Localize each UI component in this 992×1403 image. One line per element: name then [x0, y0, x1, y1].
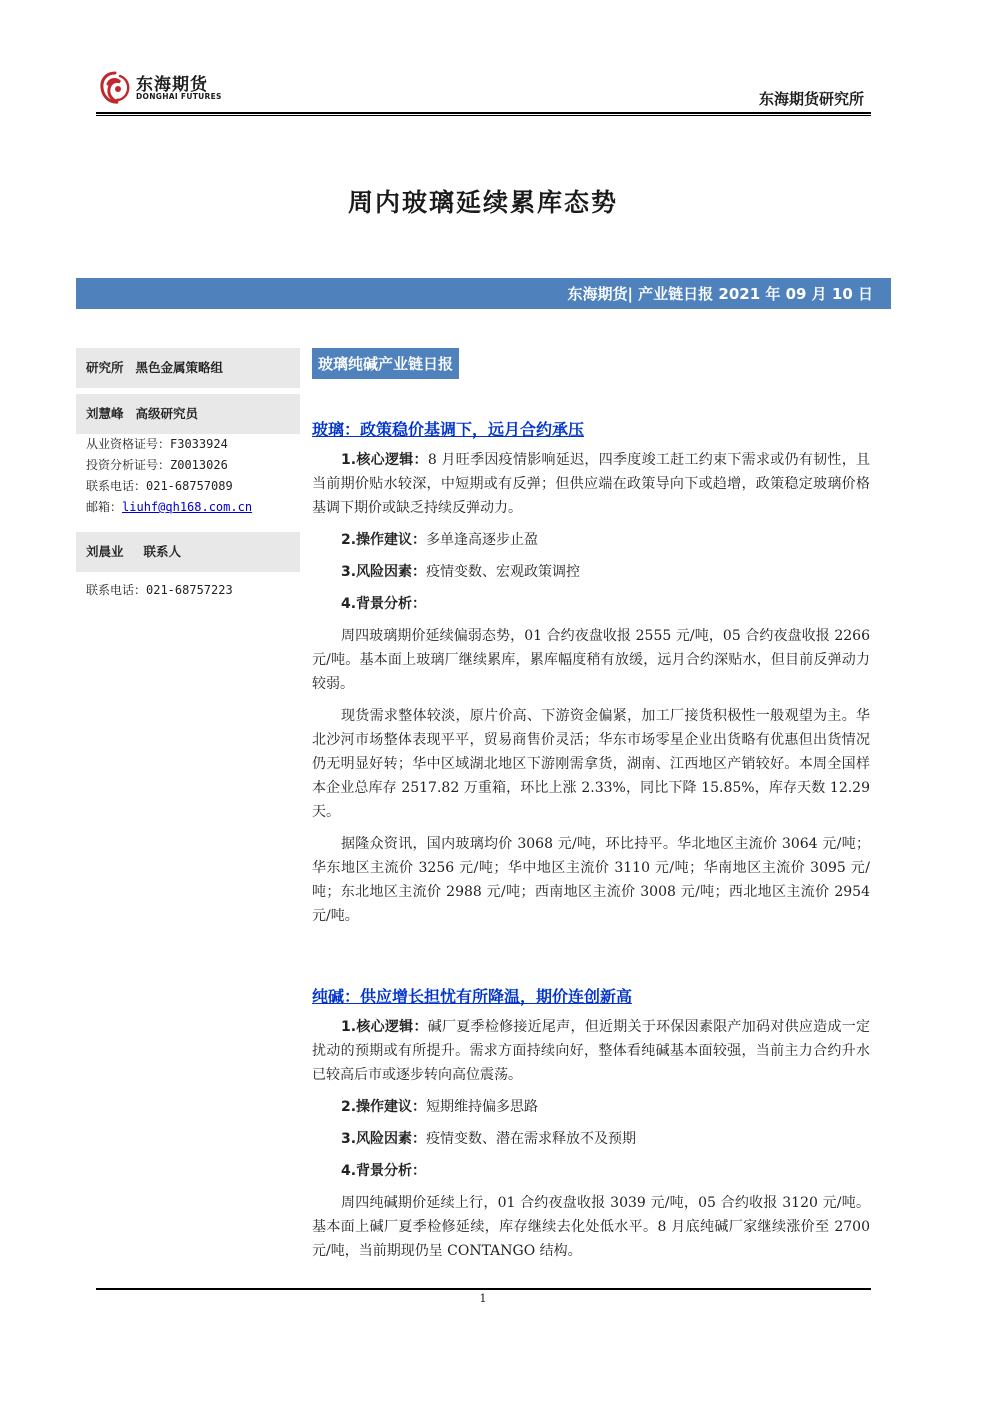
report-tag: 玻璃纯碱产业链日报 — [312, 348, 459, 379]
banner-text: 东海期货| 产业链日报 2021 年 09 月 10 日 — [567, 285, 873, 303]
soda-heading-text: 供应增长担忧有所降温，期价连创新高 — [360, 987, 633, 1006]
report-body — [312, 348, 870, 1263]
glass-logic-label: 1.核心逻辑： — [341, 452, 428, 468]
glass-bg-para-1: 周四玻璃期价延续偏弱态势，01 合约夜盘收报 2555 元/吨，05 合约夜盘收报 2266 元/吨。基本面上玻璃厂继续累库，累库幅度稍有放缓，远月合约深贴水，但目前反弹动力较弱。 — [312, 628, 870, 692]
glass-bg-label-text: 4.背景分析： — [341, 596, 427, 612]
glass-bg-para-2: 现货需求整体较淡，原片价高、下游资金偏紧，加工厂接货积极性一般观望为主。华北沙河市场整体表现平平，贸易商售价灵活；华东市场零星企业出货略有优惠但出货情况仍无明显好转；华中区域湖北地区下游刚需拿货，湖南、江西地区产销较好。本周全国样本企业总库存 2517.82 万重箱，环比上涨 2.33%，同比下降 15.85%，库存天数 12.29 天。 — [312, 708, 870, 820]
soda-advice — [312, 1095, 870, 1119]
glass-logic — [312, 448, 870, 520]
company-logo — [98, 68, 238, 112]
author-sidebar — [76, 348, 300, 601]
glass-risk — [312, 560, 870, 584]
header-divider — [96, 112, 871, 114]
report-title: 周内玻璃延续累库态势 — [347, 188, 618, 217]
report-banner — [76, 278, 891, 309]
dragon-logo-icon — [98, 70, 132, 106]
glass-advice-text: 多单逢高逐步止盈 — [426, 532, 539, 548]
soda-heading — [312, 984, 870, 1007]
soda-advice-text: 短期维持偏多思路 — [426, 1099, 539, 1115]
contact-name: 刘晨业 — [86, 544, 124, 559]
glass-bg-label — [312, 592, 870, 616]
logo-name-cn: 东海期货 — [136, 75, 208, 95]
glass-heading — [312, 417, 870, 440]
soda-advice-label: 2.操作建议： — [341, 1099, 427, 1115]
glass-heading-prefix: 玻璃： — [312, 420, 361, 439]
contact-header — [76, 532, 300, 572]
soda-logic-label: 1.核心逻辑： — [341, 1019, 428, 1035]
glass-logic-text: 8 月旺季因疫情影响延迟，四季度竣工赶工约束下需求或仍有韧性，且当前期价贴水较深，中短期或有反弹；但供应端在政策导向下或趋增，政策稳定玻璃价格基调下期价或缺乏持续反弹动力。 — [312, 452, 870, 516]
analyst-invest-license: 投资分析证号：Z0013026 — [86, 458, 228, 472]
contact-role: 联系人 — [143, 544, 182, 559]
dept-label: 研究所 — [86, 360, 124, 375]
soda-logic-text: 碱厂夏季检修接近尾声，但近期关于环保因素限产加码对供应造成一定扰动的预期或有所提升。需求方面持续向好，整体看纯碱基本面较强，当前主力合约升水已较高后市或逐步转向高位震荡。 — [312, 1019, 870, 1083]
glass-bg-para-3: 据隆众资讯，国内玻璃均价 3068 元/吨，环比持平。华北地区主流价 3064 元/吨；华东地区主流价 3256 元/吨；华中地区主流价 3110 元/吨；华南地区主流价 3095 元/吨；东北地区主流价 2988 元/吨；西南地区主流价 3008 元/吨；西北地区主流价 2954 元/吨。 — [312, 836, 870, 924]
analyst-email-row — [76, 497, 300, 518]
page-number: 1 — [479, 1292, 487, 1305]
glass-risk-text: 疫情变数、宏观政策调控 — [426, 564, 581, 580]
soda-risk-text: 疫情变数、潜在需求释放不及预期 — [426, 1131, 637, 1147]
glass-advice-label: 2.操作建议： — [341, 532, 427, 548]
analyst-role: 高级研究员 — [135, 406, 199, 421]
analyst-name: 刘慧峰 — [86, 406, 124, 421]
soda-risk — [312, 1127, 870, 1151]
contact-phone: 联系电话：021-68757223 — [86, 583, 233, 597]
soda-logic — [312, 1015, 870, 1087]
header-org-name: 东海期货研究所 — [758, 90, 864, 108]
dept-header — [76, 348, 300, 388]
soda-risk-label: 3.风险因素： — [341, 1131, 427, 1147]
analyst-license: 从业资格证号：F3033924 — [86, 437, 228, 451]
soda-bg-label-text: 4.背景分析： — [341, 1163, 427, 1179]
analyst-header — [76, 394, 300, 434]
soda-bg-para-1: 周四纯碱期价延续上行，01 合约夜盘收报 3039 元/吨，05 合约收报 3120 元/吨。基本面上碱厂夏季检修延续，库存继续去化处低水平。8 月底纯碱厂家继续涨价至 2700 元/吨，当前期现仍呈 CONTANGO 结构。 — [312, 1195, 870, 1259]
soda-bg-label — [312, 1159, 870, 1183]
logo-name-en: DONGHAI FUTURES — [136, 92, 222, 101]
glass-advice — [312, 528, 870, 552]
email-link[interactable]: liuhf@qh168.com.cn — [122, 500, 253, 514]
glass-risk-label: 3.风险因素： — [341, 564, 427, 580]
email-label: 邮箱： — [86, 500, 123, 514]
dept-value: 黑色金属策略组 — [135, 360, 224, 375]
soda-heading-prefix: 纯碱： — [312, 987, 361, 1006]
glass-heading-text: 政策稳价基调下，远月合约承压 — [360, 420, 585, 439]
analyst-phone: 联系电话：021-68757089 — [86, 479, 233, 493]
footer-divider — [96, 1288, 871, 1290]
header-divider-thin — [96, 115, 871, 116]
